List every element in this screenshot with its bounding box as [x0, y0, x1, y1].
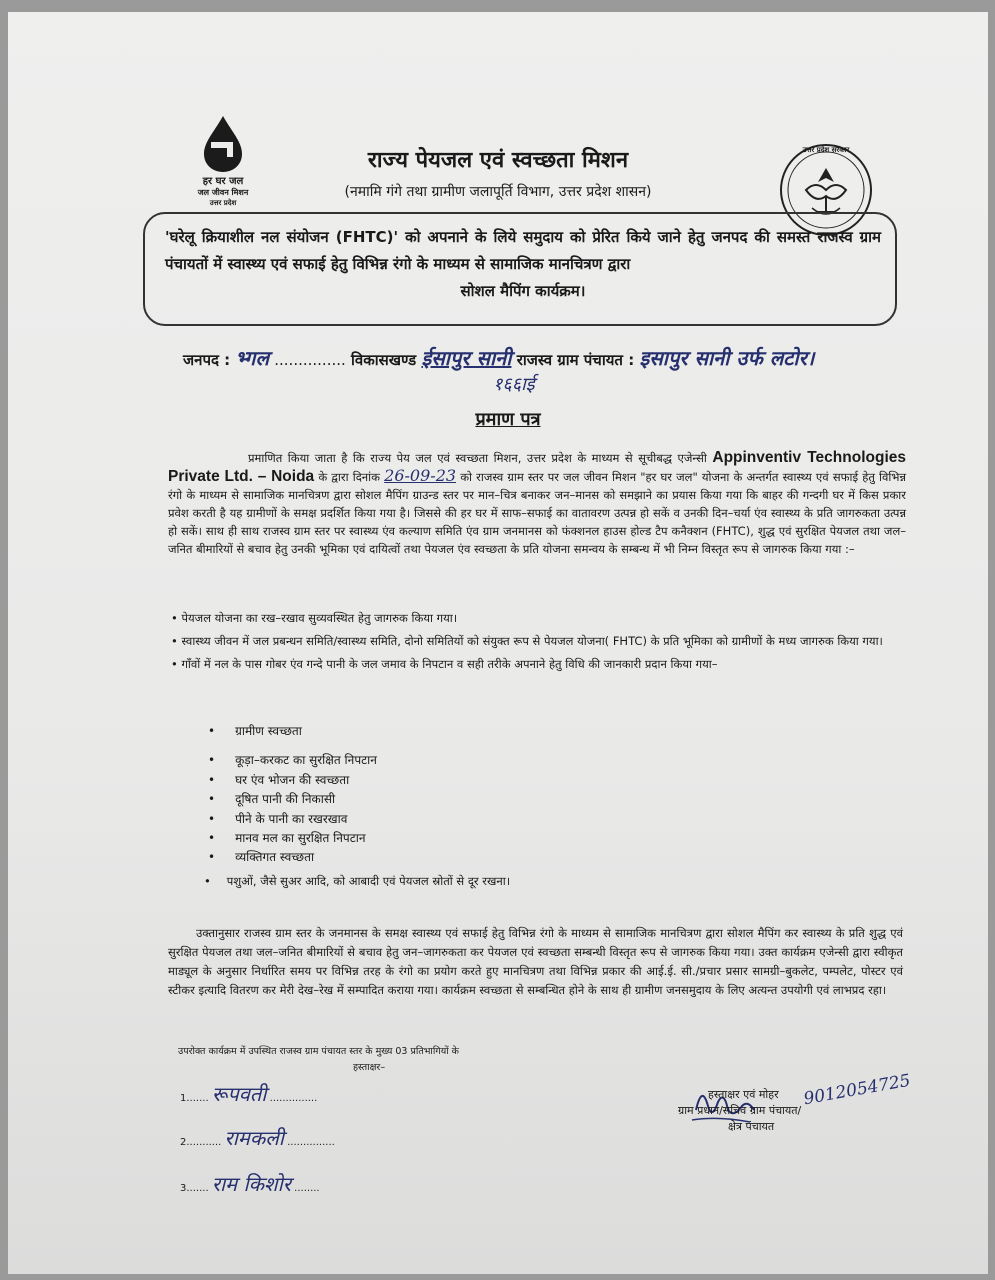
program-banner	[143, 212, 897, 326]
logo-line-3: उत्तर प्रदेश	[209, 199, 237, 207]
signature-note	[178, 1044, 459, 1076]
signature-label: हस्ताक्षर एवं मोहर	[708, 1088, 779, 1101]
banner-last-line: सोशल मैपिंग कार्यक्रम।	[460, 282, 586, 300]
signature-designation	[678, 1087, 801, 1135]
bullet-item: • स्वास्थ्य जीवन में जल प्रबन्धन समिति/स्वास्थ्य समिति, दोनो समितियों को संयुक्त रूप से पेयजल योजना( FHTC) के प्रति भूमिका को ग्रामीणों के मध्य जागरुक किया गया।	[171, 634, 883, 648]
page-subtitle: (नमामि गंगे तथा ग्रामीण जलापूर्ति विभाग, उत्तर प्रदेश शासन)	[344, 184, 652, 200]
district-label: जनपद :	[183, 351, 231, 369]
district-value: भ्गल	[235, 346, 270, 370]
participant-signature-2: 2........... रामकली ...............	[180, 1126, 335, 1150]
page-title: राज्य पेयजल एवं स्वच्छता मिशन	[367, 148, 629, 173]
certificate-heading: प्रमाण पत्र	[475, 409, 541, 430]
topic-item: • पीने के पानी का रखरखाव	[208, 810, 377, 829]
designation-line-2: क्षेत्र पंचायत	[728, 1120, 775, 1133]
block-value: ईसापुर सानी	[421, 346, 512, 370]
logo-line-2: जल जीवन मिशन	[197, 188, 249, 197]
participant-name: रूपवती	[211, 1082, 267, 1106]
topic-item: • ग्रामीण स्वच्छता	[208, 722, 377, 741]
conclusion-text: उक्तानुसार राजस्व ग्राम स्तर के जनमानस के समक्ष स्वास्थ्य एवं सफाई हेतु विभिन्न रंगो के माध्यम से सामाजिक मानचित्रण द्वारा सोशल मैपिंग कर स्वास्थ्य के प्रति शुद्ध एवं सुरक्षित पेयजल तथा जल–जनित बीमारियों से बचाव हेतु जन–जागरुकता कर पेयजल एवं स्वच्छता सम्बन्धी विस्तृत रूप से जागरुक किया गया। उक्त कार्यक्रम एजेन्सी द्वारा स्वीकृत माड्यूल के अनुसार निर्धारित समय पर विभिन्न तरह के रंगो का प्रयोग करते हुए मानचित्रण तथा विभिन्न प्रकार की आई.ई. सी./प्रचार प्रसार सामग्री–बुकलेट, पम्पलेट, पोस्टर एवं स्टीकर इत्यादि वितरण कर मेरी देख–रेख में सम्पादित कराया गया। कार्यक्रम स्वच्छता से सम्बन्धित होने के साथ ही ग्रामीण जनसमुदाय के लिए अत्यन्त उपयोगी एवं लाभप्रद रहा।	[168, 926, 903, 997]
emblem-label: उत्तर प्रदेश सरकार	[802, 146, 850, 154]
designation-line-1: ग्राम प्रधान/सचिव ग्राम पंचायत/	[678, 1104, 802, 1117]
topic-item: • दूषित पानी की निकासी	[208, 790, 377, 809]
topic-item: • कूड़ा–करकट का सुरक्षित निपटान	[208, 751, 377, 770]
signature-note-line-2: हस्ताक्षर–	[353, 1062, 386, 1073]
body-main: को राजस्व ग्राम स्तर पर जल जीवन मिशन "हर घर जल" योजना के अन्तर्गत स्वास्थ्य एवं सफाई हेतु विभिन्न रंगो के माध्यम से सामाजिक मानचित्रण द्वारा सोशल मैपिंग ग्राउन्ड स्तर पर मान–चित्र बनाकर जन–मानस को समझाने का प्रयास किया गया कि बाहर की गन्दगी घर में किस प्रकार प्रवेश करती है यह ग्रामीणों के समक्ष प्रदर्शित किया गया है। जिससे की हर घर में साफ–सफाई का वातावरण उत्पन्न हो सकें व उनकी दिन–चर्या एंव स्वास्थ्य के प्रति जागरुकता उत्पन्न हो सकें। साथ ही साथ राजस्व ग्राम स्तर पर स्वास्थ्य एंव कल्याण समिति एंव ग्राम जनमानस को फंक्शनल हाउस होल्ड टैप कनैक्शन (FHTC), शुद्ध एवं सुरक्षित पेयजल तथा जल–जनित बीमारियों से बचाव हेतु उनकी भूमिका एवं दायित्वों तथा पेयजल एंव स्वच्छता के प्रति योजना समन्वय के सम्बन्ध में भी निम्न विस्तृत रूप से जागरुक किया गया :–	[168, 470, 907, 556]
participant-signature-3: 3....... राम किशोर ........	[180, 1172, 320, 1196]
topic-item: • घर एंव भोजन की स्वच्छता	[208, 771, 377, 790]
panchayat-label: राजस्व ग्राम पंचायत :	[516, 351, 635, 369]
topic-item: • व्यक्तिगत स्वच्छता	[208, 848, 377, 867]
block-label: विकासखण्ड	[351, 351, 417, 369]
certificate-body	[168, 449, 906, 558]
participant-name: राम किशोर	[211, 1172, 291, 1196]
conclusion-paragraph	[168, 924, 903, 1000]
hygiene-topics-list	[208, 722, 377, 868]
awareness-bullets	[171, 608, 901, 675]
participant-name: रामकली	[224, 1126, 284, 1150]
phone-number: 9012054725	[802, 1070, 913, 1110]
body-date-label: के द्वारा दिनांक	[318, 470, 380, 484]
document-page	[8, 12, 988, 1274]
agency-name: Appinventiv Technologies Private Ltd. – Noida	[168, 449, 906, 485]
location-fields: जनपद : भ्गल ............... विकासखण्ड ईसापुर सानी राजस्व ग्राम पंचायत : इसापुर सानी उर्फ लटोर।	[183, 346, 815, 370]
body-intro: प्रमाणित किया जाता है कि राज्य पेय जल एवं स्वच्छता मिशन, उत्तर प्रदेश के माध्यम से सूचीबद्ध एजेन्सी	[248, 451, 707, 465]
participant-signature-1: 1....... रूपवती ...............	[180, 1082, 318, 1106]
signature-note-line-1: उपरोक्त कार्यक्रम में उपस्थित राजस्व ग्राम पंचायत स्तर के मुख्य 03 प्रतिभागियों के	[178, 1046, 459, 1057]
bullet-item: • पेयजल योजना का रख–रखाव सुव्यवस्थित हेतु जागरुक किया गया।	[171, 611, 458, 625]
banner-text: 'घरेलू क्रियाशील नल संयोजन (FHTC)' को अपनाने के लिये समुदाय को प्रेरित किये जाने हेतु जनपद की समस्त राजस्व ग्राम पंचायतों में स्वास्थ्य एवं सफाई हेतु विभिन्न रंगो के माध्यम से सामाजिक मानचित्रण द्वारा	[165, 228, 881, 273]
logo-line-1: हर घर जल	[202, 176, 244, 187]
topic-item: • मानव मल का सुरक्षित निपटान	[208, 829, 377, 848]
last-bullet: • पशुओं, जैसे सुअर आदि, को आबादी एवं पेयजल स्रोतों से दूर रखना।	[204, 874, 511, 888]
panchayat-value: इसापुर सानी उर्फ लटोर।	[639, 346, 815, 370]
block-value-second-line: १६६ाई	[493, 374, 535, 395]
program-date: 26-09-23	[384, 466, 457, 485]
bullet-item: • गाँवों में नल के पास गोबर एंव गन्दे पानी के जल जमाव के निपटान व सही तरीके अपनाने हेतु विधि की जानकारी प्रदान किया गया–	[171, 657, 718, 671]
